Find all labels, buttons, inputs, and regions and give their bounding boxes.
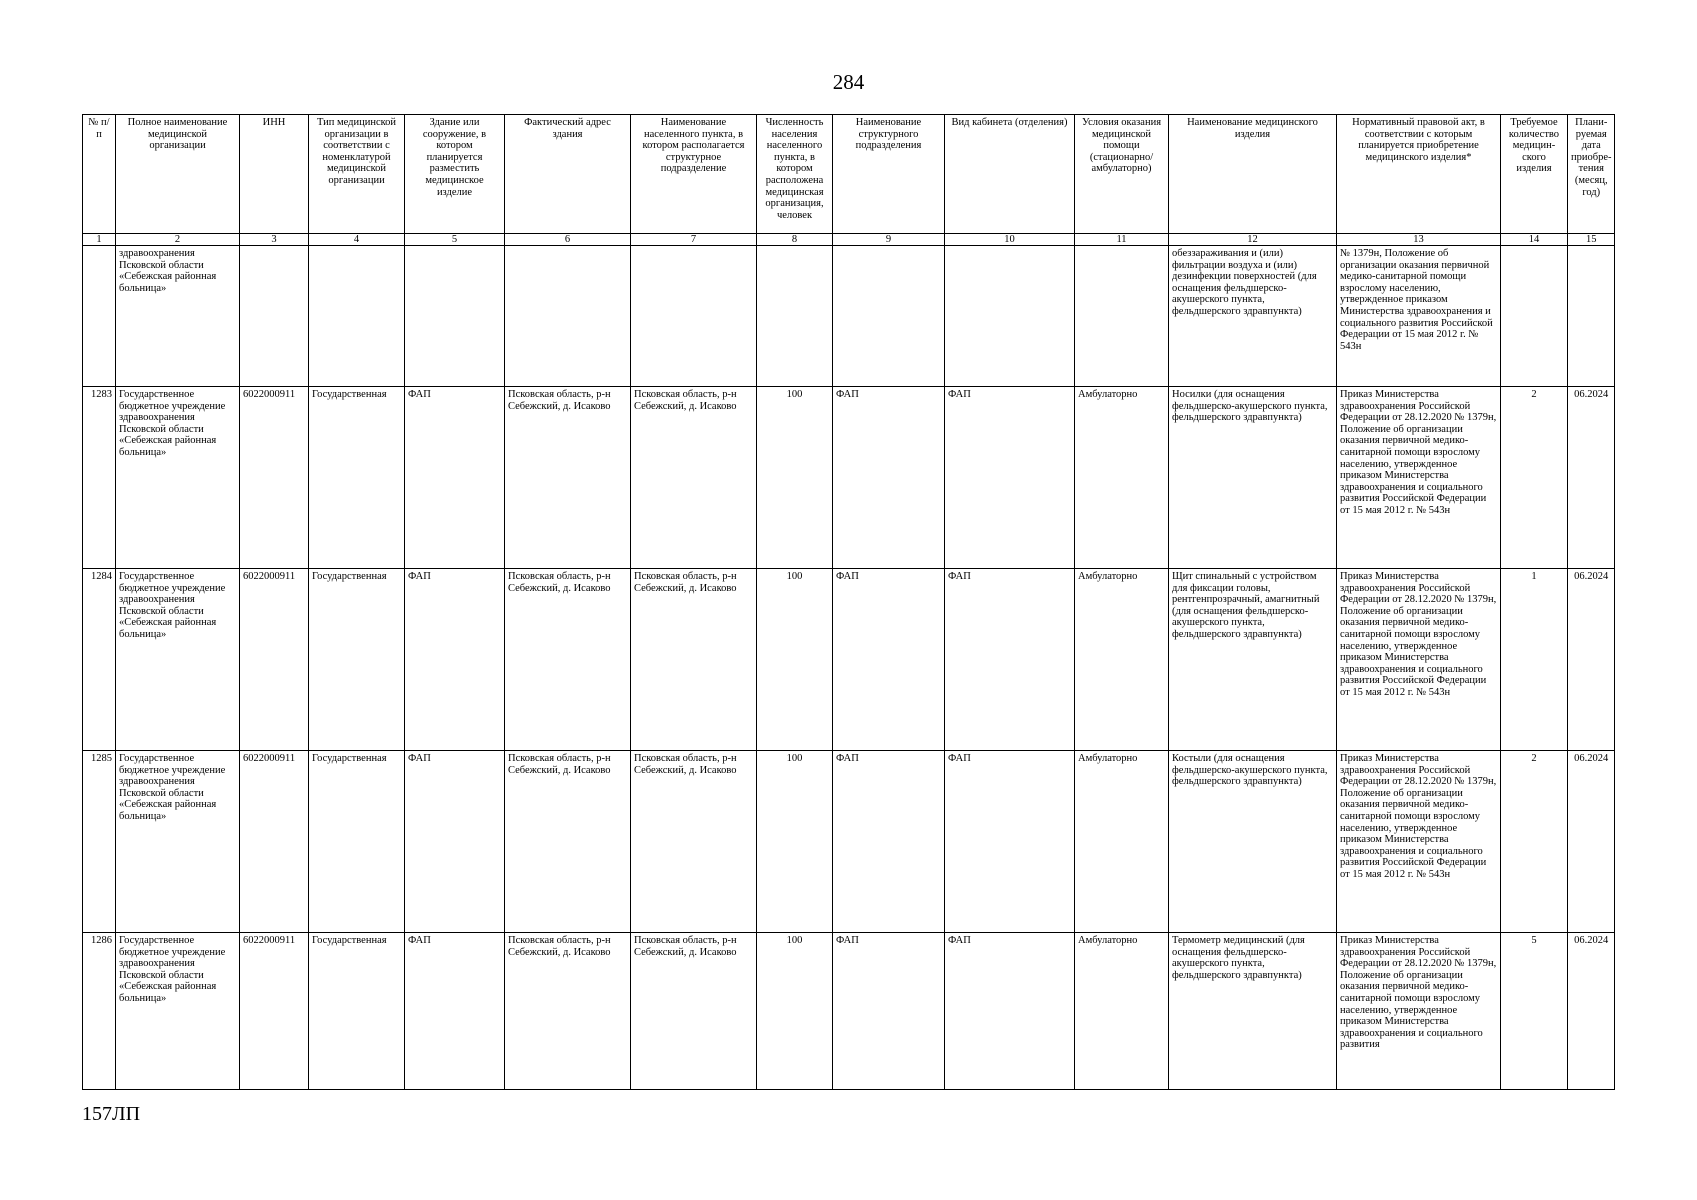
legal-act-cell: Приказ Министерства здравоохранения Российской Федерации от 28.12.2020 № 1379н, Положение об организации оказания первичной медико-санитарной помощи взрослому населению, утвержденное приказом Министерства здравоохранения и социального развития Российской Федерации от 15 мая 2012 г. № 543н (1337, 751, 1501, 933)
population-cell: 100 (757, 569, 833, 751)
header-cell: Плани-руемая дата приобре-тения (месяц, год) (1568, 115, 1615, 234)
table-row (83, 751, 1615, 933)
cabinet-cell: ФАП (945, 569, 1075, 751)
column-number: 1 (83, 234, 116, 246)
column-number: 15 (1568, 234, 1615, 246)
header-cell: Фактический адрес здания (505, 115, 631, 234)
org-type-cell: Государственная (309, 569, 405, 751)
cabinet-cell: ФАП (945, 387, 1075, 569)
equipment-table (82, 114, 1615, 1090)
header-cell: № п/п (83, 115, 116, 234)
locality-cell: Псковская область, р-н Себежский, д. Исаково (631, 569, 757, 751)
column-number: 6 (505, 234, 631, 246)
header-cell: Наименование структурного подразделения (833, 115, 945, 234)
header-cell: Численность населения населенного пункта, в котором расположена медицинская организация, человек (757, 115, 833, 234)
header-cell: Наименование медицинского изделия (1169, 115, 1337, 234)
population-cell: 100 (757, 933, 833, 1090)
column-number: 5 (405, 234, 505, 246)
header-cell: Здание или сооружение, в котором планируется разместить медицинское изделие (405, 115, 505, 234)
quantity-cell: 5 (1501, 933, 1568, 1090)
address-cell: Псковская область, р-н Себежский, д. Исаково (505, 569, 631, 751)
column-number: 2 (116, 234, 240, 246)
org-name-cell: здравоохранения Псковской области «Себежская районная больница» (116, 246, 240, 387)
date-cell: 06.2024 (1568, 387, 1615, 569)
header-cell: Условия оказания медицинской помощи (стационарно/ амбулаторно) (1075, 115, 1169, 234)
device-name-cell: обеззараживания и (или) фильтрации воздуха и (или) дезинфекции поверхностей (для оснащения фельдшерско-акушерского пункта, фельдшерского здравпункта) (1169, 246, 1337, 387)
conditions-cell: Амбулаторно (1075, 933, 1169, 1090)
column-number: 4 (309, 234, 405, 246)
org-name-cell: Государственное бюджетное учреждение здравоохранения Псковской области «Себежская районная больница» (116, 569, 240, 751)
column-number: 11 (1075, 234, 1169, 246)
inn-cell: 6022000911 (240, 933, 309, 1090)
conditions-cell: Амбулаторно (1075, 569, 1169, 751)
page-number: 284 (832, 70, 865, 94)
cabinet-cell: ФАП (945, 751, 1075, 933)
quantity-cell: 2 (1501, 751, 1568, 933)
header-cell: Вид кабинета (отделения) (945, 115, 1075, 234)
header-cell: ИНН (240, 115, 309, 234)
quantity-cell: 2 (1501, 387, 1568, 569)
date-cell: 06.2024 (1568, 933, 1615, 1090)
subdivision-cell: ФАП (833, 751, 945, 933)
column-number: 3 (240, 234, 309, 246)
table-row (83, 387, 1615, 569)
population-cell: 100 (757, 387, 833, 569)
header-cell: Тип медицинской организации в соответствии с номенклатурой медицинской организации (309, 115, 405, 234)
cabinet-cell: ФАП (945, 933, 1075, 1090)
legal-act-cell: Приказ Министерства здравоохранения Российской Федерации от 28.12.2020 № 1379н, Положение об организации оказания первичной медико-санитарной помощи взрослому населению, утвержденное приказом Министерства здравоохранения и социального развития Российской Федерации от 15 мая 2012 г. № 543н (1337, 387, 1501, 569)
device-name-cell: Щит спинальный с устройством для фиксации головы, рентгенпрозрачный, амагнитный (для оснащения фельдшерско-акушерского пункта, фельдшерского здравпункта) (1169, 569, 1337, 751)
column-number: 9 (833, 234, 945, 246)
inn-cell: 6022000911 (240, 387, 309, 569)
address-cell: Псковская область, р-н Себежский, д. Исаково (505, 751, 631, 933)
quantity-cell: 1 (1501, 569, 1568, 751)
device-name-cell: Костыли (для оснащения фельдшерско-акушерского пункта, фельдшерского здравпункта) (1169, 751, 1337, 933)
legal-act-cell: Приказ Министерства здравоохранения Российской Федерации от 28.12.2020 № 1379н, Положение об организации оказания первичной медико-санитарной помощи взрослому населению, утвержденное приказом Министерства здравоохранения и социального развития (1337, 933, 1501, 1090)
building-cell: ФАП (405, 933, 505, 1090)
org-name-cell: Государственное бюджетное учреждение здравоохранения Псковской области «Себежская районная больница» (116, 751, 240, 933)
device-name-cell: Термометр медицинский (для оснащения фельдшерско-акушерского пункта, фельдшерского здравпункта) (1169, 933, 1337, 1090)
legal-act-cell: Приказ Министерства здравоохранения Российской Федерации от 28.12.2020 № 1379н, Положение об организации оказания первичной медико-санитарной помощи взрослому населению, утвержденное приказом Министерства здравоохранения и социального развития Российской Федерации от 15 мая 2012 г. № 543н (1337, 569, 1501, 751)
building-cell: ФАП (405, 569, 505, 751)
header-cell: Полное наименование медицинской организации (116, 115, 240, 234)
org-type-cell: Государственная (309, 751, 405, 933)
subdivision-cell: ФАП (833, 387, 945, 569)
column-number: 14 (1501, 234, 1568, 246)
address-cell: Псковская область, р-н Себежский, д. Исаково (505, 387, 631, 569)
org-type-cell: Государственная (309, 933, 405, 1090)
date-cell: 06.2024 (1568, 751, 1615, 933)
subdivision-cell: ФАП (833, 569, 945, 751)
row-number: 1286 (83, 933, 116, 1090)
table-row (83, 569, 1615, 751)
conditions-cell: Амбулаторно (1075, 751, 1169, 933)
column-number: 12 (1169, 234, 1337, 246)
column-number: 13 (1337, 234, 1501, 246)
column-number-row (83, 234, 1615, 246)
header-row (83, 115, 1615, 234)
document-code: 157ЛП (82, 1103, 141, 1125)
locality-cell: Псковская область, р-н Себежский, д. Исаково (631, 751, 757, 933)
org-name-cell: Государственное бюджетное учреждение здравоохранения Псковской области «Себежская районная больница» (116, 387, 240, 569)
row-number: 1283 (83, 387, 116, 569)
address-cell: Псковская область, р-н Себежский, д. Исаково (505, 933, 631, 1090)
subdivision-cell: ФАП (833, 933, 945, 1090)
continuation-row (83, 246, 1615, 387)
column-number: 10 (945, 234, 1075, 246)
conditions-cell: Амбулаторно (1075, 387, 1169, 569)
building-cell: ФАП (405, 387, 505, 569)
table-row (83, 933, 1615, 1090)
locality-cell: Псковская область, р-н Себежский, д. Исаково (631, 933, 757, 1090)
header-cell: Требуемое количество медицин-ского изделия (1501, 115, 1568, 234)
row-number: 1284 (83, 569, 116, 751)
legal-act-cell: № 1379н, Положение об организации оказания первичной медико-санитарной помощи взрослому населению, утвержденное приказом Министерства здравоохранения и социального развития Российской Федерации от 15 мая 2012 г. № 543н (1337, 246, 1501, 387)
column-number: 7 (631, 234, 757, 246)
header-cell: Наименование населенного пункта, в котором располагается структурное подразделение (631, 115, 757, 234)
inn-cell: 6022000911 (240, 569, 309, 751)
header-cell: Нормативный правовой акт, в соответствии с которым планируется приобретение медицинского изделия* (1337, 115, 1501, 234)
org-type-cell: Государственная (309, 387, 405, 569)
org-name-cell: Государственное бюджетное учреждение здравоохранения Псковской области «Себежская районная больница» (116, 933, 240, 1090)
population-cell: 100 (757, 751, 833, 933)
row-number: 1285 (83, 751, 116, 933)
building-cell: ФАП (405, 751, 505, 933)
date-cell: 06.2024 (1568, 569, 1615, 751)
column-number: 8 (757, 234, 833, 246)
inn-cell: 6022000911 (240, 751, 309, 933)
locality-cell: Псковская область, р-н Себежский, д. Исаково (631, 387, 757, 569)
device-name-cell: Носилки (для оснащения фельдшерско-акушерского пункта, фельдшерского здравпункта) (1169, 387, 1337, 569)
